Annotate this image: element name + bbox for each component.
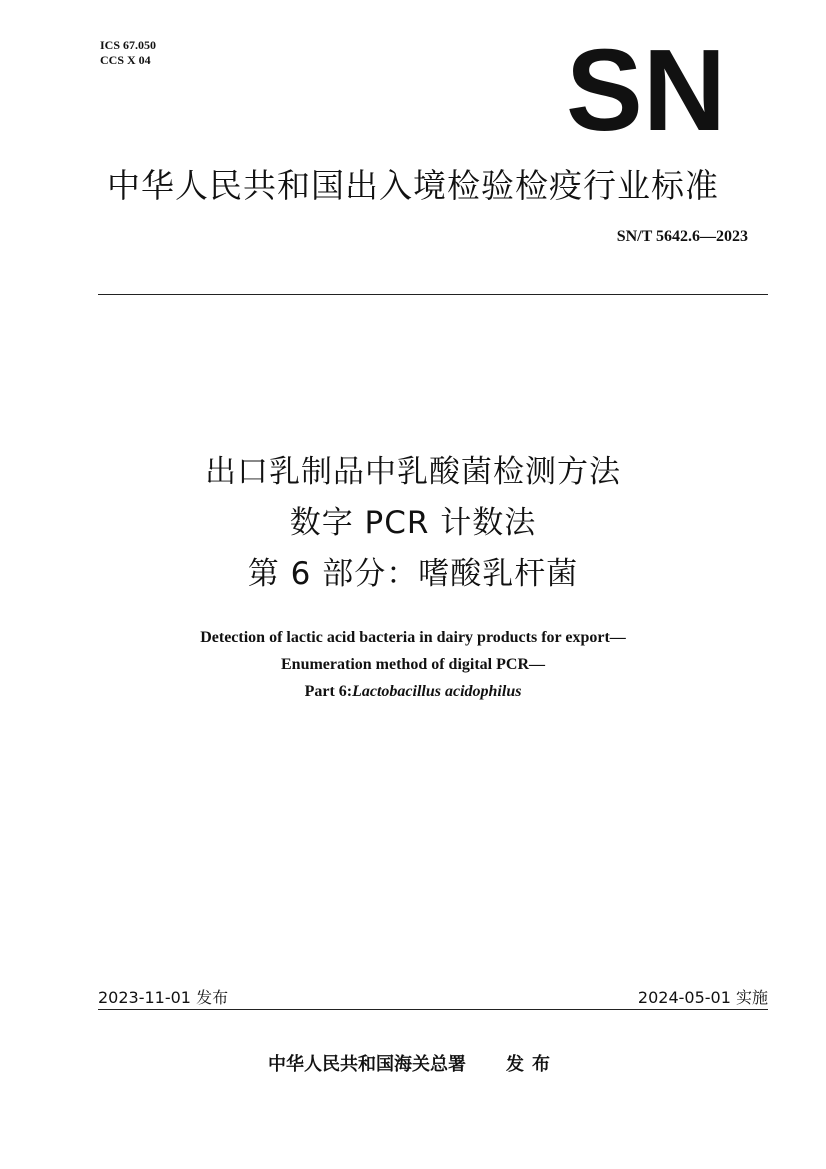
chinese-title-line-3: 第 6 部分：嗜酸乳杆菌 (247, 556, 579, 592)
standard-number: SN/T 5642.6—2023 (616, 228, 748, 245)
chinese-title-line-2: 数字 PCR 计数法 (289, 505, 537, 541)
issuer (0, 1050, 826, 1076)
sn-logo-text: SN (566, 42, 726, 134)
english-title-line-3 (0, 678, 826, 705)
species-name: Lactobacillus acidophilus (352, 683, 522, 700)
chinese-title-line-1: 出口乳制品中乳酸菌检测方法 (205, 454, 621, 490)
organization-title: 中华人民共和国出入境检验检疫行业标准 (107, 166, 719, 205)
english-title (0, 624, 826, 705)
ics-code: ICS 67.050 (100, 38, 157, 52)
header-divider (98, 294, 768, 295)
chinese-title (0, 447, 826, 600)
issuer-name: 中华人民共和国海关总署 (268, 1054, 466, 1075)
sn-logo (566, 42, 726, 134)
footer-divider (98, 1009, 768, 1010)
implementation-date: 2024-05-01 实施 (637, 988, 768, 1007)
issue-date: 2023-11-01 发布 (98, 988, 229, 1007)
issuer-action: 发布 (506, 1054, 558, 1075)
english-title-line-1: Detection of lactic acid bacteria in dairy products for export— (200, 629, 626, 646)
english-title-part: Part 6: (304, 683, 353, 700)
english-title-line-2: Enumeration method of digital PCR— (281, 656, 545, 673)
ccs-code: CCS X 04 (100, 53, 151, 67)
classification-codes (100, 38, 156, 68)
